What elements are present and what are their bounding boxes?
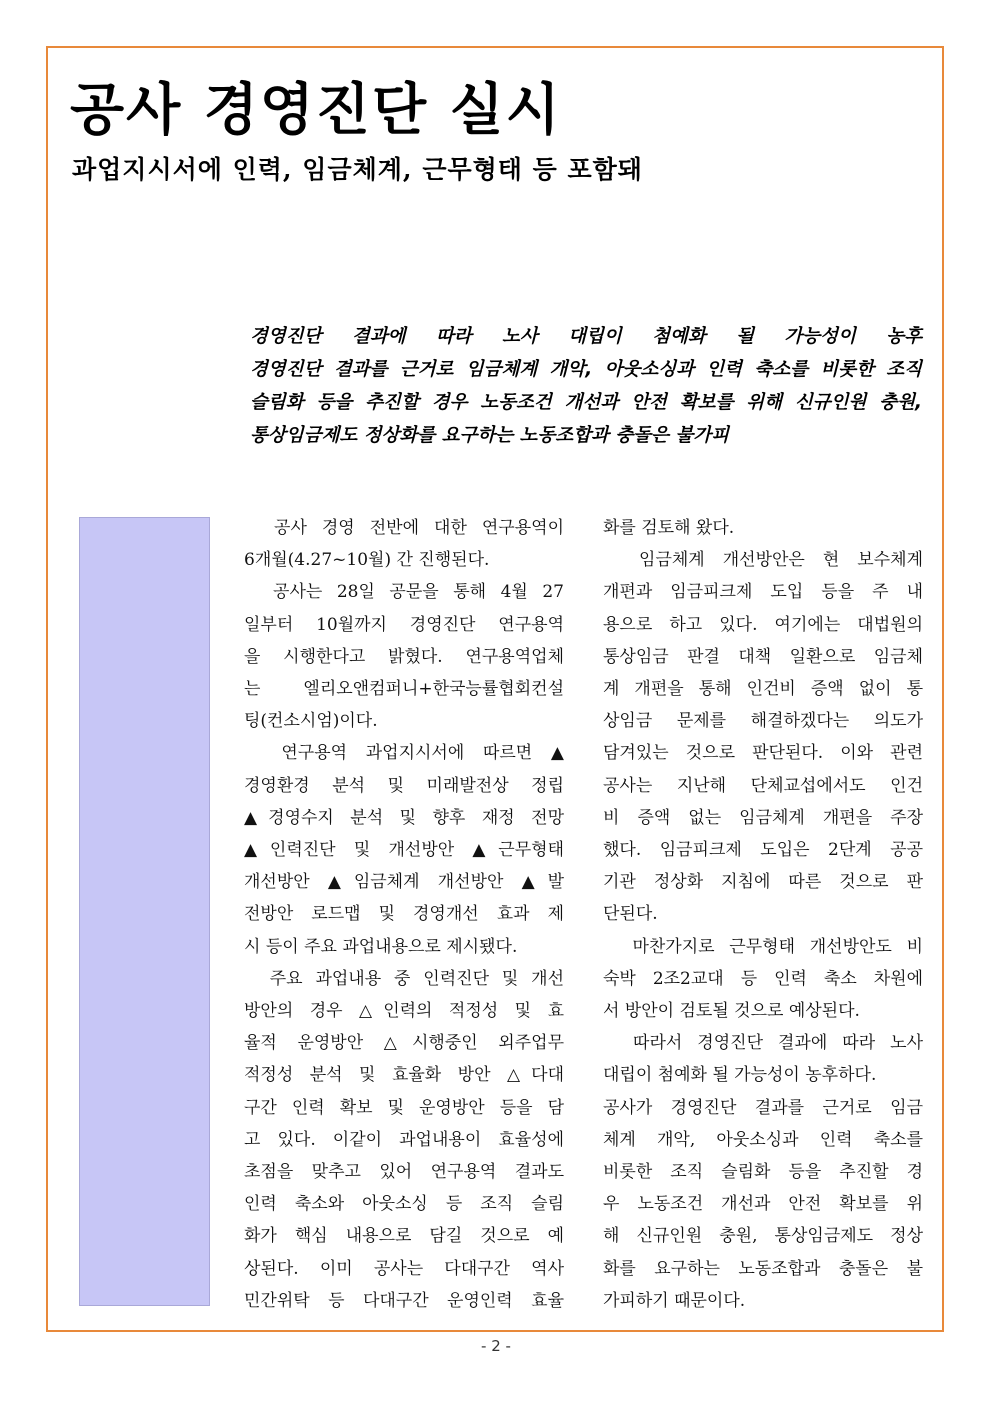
page-title: 공사 경영진단 실시 bbox=[70, 78, 562, 143]
article-line: 전방안 로드맵 및 경영개선 효과 제 bbox=[244, 904, 564, 925]
article-line: 서 방안이 검토될 것으로 예상된다. bbox=[603, 1001, 860, 1022]
page-subtitle: 과업지시서에 인력, 임금체계, 근무형태 등 포함돼 bbox=[72, 155, 643, 184]
article-column-right bbox=[603, 512, 923, 1317]
article-line: 주요 과업내용 중 인력진단 및 개선 bbox=[244, 968, 564, 989]
article-line: 인력 축소와 아웃소싱 등 조직 슬림 bbox=[244, 1194, 564, 1215]
summary-block bbox=[250, 320, 922, 452]
summary-line: 경영진단 결과에 따라 노사 대립이 첨예화 될 가능성이 농후 bbox=[250, 326, 922, 347]
article-line: 가피하기 때문이다. bbox=[603, 1290, 746, 1311]
article-line: 초점을 맞추고 있어 연구용역 결과도 bbox=[244, 1162, 564, 1183]
article-line: 구간 인력 확보 및 운영방안 등을 담 bbox=[244, 1097, 564, 1118]
article-line: 우 노동조건 개선과 안전 확보를 위 bbox=[603, 1194, 923, 1215]
article-line: 율적 운영방안 △시행중인 외주업무 bbox=[244, 1033, 564, 1054]
article-line: 담겨있는 것으로 판단된다. 이와 관련 bbox=[603, 743, 923, 764]
article-line: 마찬가지로 근무형태 개선방안도 비 bbox=[603, 936, 923, 957]
article-line: 비롯한 조직 슬림화 등을 추진할 경 bbox=[603, 1162, 923, 1183]
article-line: 단된다. bbox=[603, 904, 658, 925]
article-line: 방안의 경우 △인력의 적정성 및 효 bbox=[244, 1001, 564, 1022]
article-line: 해 신규인원 충원, 통상임금제도 정상 bbox=[603, 1226, 923, 1247]
article-line: 민간위탁 등 다대구간 운영인력 효율 bbox=[244, 1290, 564, 1311]
summary-line: 통상임금제도 정상화를 요구하는 노동조합과 충돌은 불가피 bbox=[250, 425, 729, 446]
article-line: 개선방안 ▲임금체계 개선방안 ▲발 bbox=[244, 872, 564, 893]
article-line: 체계 개악, 아웃소싱과 인력 축소를 bbox=[603, 1129, 923, 1150]
article-line: 연구용역 과업지시서에 따르면 ▲ bbox=[244, 743, 564, 764]
article-line: 시 등이 주요 과업내용으로 제시됐다. bbox=[244, 936, 518, 957]
article-line: 화를 검토해 왔다. bbox=[603, 518, 735, 538]
article-line: 일부터 10월까지 경영진단 연구용역 bbox=[244, 614, 564, 635]
article-line: 따라서 경영진단 결과에 따라 노사 bbox=[603, 1033, 923, 1054]
article-line: 했다. 임금피크제 도입은 2단계 공공 bbox=[603, 840, 923, 861]
sidebar-decoration-box bbox=[79, 517, 210, 1306]
article-line: 기관 정상화 지침에 따른 것으로 판 bbox=[603, 872, 923, 893]
article-line: 공사는 지난해 단체교섭에서도 인건 bbox=[603, 775, 923, 796]
article-line: 계 개편을 통해 인건비 증액 없이 통 bbox=[603, 679, 923, 700]
article-line: 팅(컨소시엄)이다. bbox=[244, 711, 378, 732]
summary-line: 경영진단 결과를 근거로 임금체계 개악, 아웃소싱과 인력 축소를 비롯한 조직 bbox=[250, 359, 922, 380]
article-line: 공사 경영 전반에 대한 연구용역이 bbox=[244, 518, 564, 538]
article-line: 경영환경 분석 및 미래발전상 정립 bbox=[244, 775, 564, 796]
article-line: 통상임금 판결 대책 일환으로 임금체 bbox=[603, 646, 923, 667]
article-line: 대립이 첨예화 될 가능성이 농후하다. bbox=[603, 1065, 877, 1086]
summary-line: 슬림화 등을 추진할 경우 노동조건 개선과 안전 확보를 위해 신규인원 충원, bbox=[250, 392, 922, 413]
article-line: 상임금 문제를 해결하겠다는 의도가 bbox=[603, 711, 923, 732]
article-line: 숙박 2조2교대 등 인력 축소 차원에 bbox=[603, 968, 923, 989]
article-line: 는 엘리오앤컴퍼니+한국능률협회컨설 bbox=[244, 679, 564, 700]
article-line: 용으로 하고 있다. 여기에는 대법원의 bbox=[603, 614, 923, 635]
article-line: 공사는 28일 공문을 통해 4월 27 bbox=[244, 582, 564, 603]
article-line: 상된다. 이미 공사는 다대구간 역사 bbox=[244, 1258, 564, 1279]
article-column-left bbox=[244, 512, 564, 1317]
article-line: 화가 핵심 내용으로 담길 것으로 예 bbox=[244, 1226, 564, 1247]
page-number: - 2 - bbox=[481, 1337, 511, 1355]
article-line: 적정성 분석 및 효율화 방안 △다대 bbox=[244, 1065, 564, 1086]
article-line: 임금체계 개선방안은 현 보수체계 bbox=[603, 550, 923, 571]
article-line: 비 증액 없는 임금체계 개편을 주장 bbox=[603, 807, 923, 828]
article-line: ▲경영수지 분석 및 향후 재정 전망 bbox=[244, 807, 564, 828]
article-line: 고 있다. 이같이 과업내용이 효율성에 bbox=[244, 1129, 564, 1150]
article-line: 6개월(4.27~10월) 간 진행된다. bbox=[244, 550, 490, 571]
article-line: ▲인력진단 및 개선방안 ▲근무형태 bbox=[244, 840, 564, 861]
article-line: 공사가 경영진단 결과를 근거로 임금 bbox=[603, 1097, 923, 1118]
article-line: 개편과 임금피크제 도입 등을 주 내 bbox=[603, 582, 923, 603]
article-line: 화를 요구하는 노동조합과 충돌은 불 bbox=[603, 1258, 923, 1279]
article-line: 을 시행한다고 밝혔다. 연구용역업체 bbox=[244, 646, 564, 667]
